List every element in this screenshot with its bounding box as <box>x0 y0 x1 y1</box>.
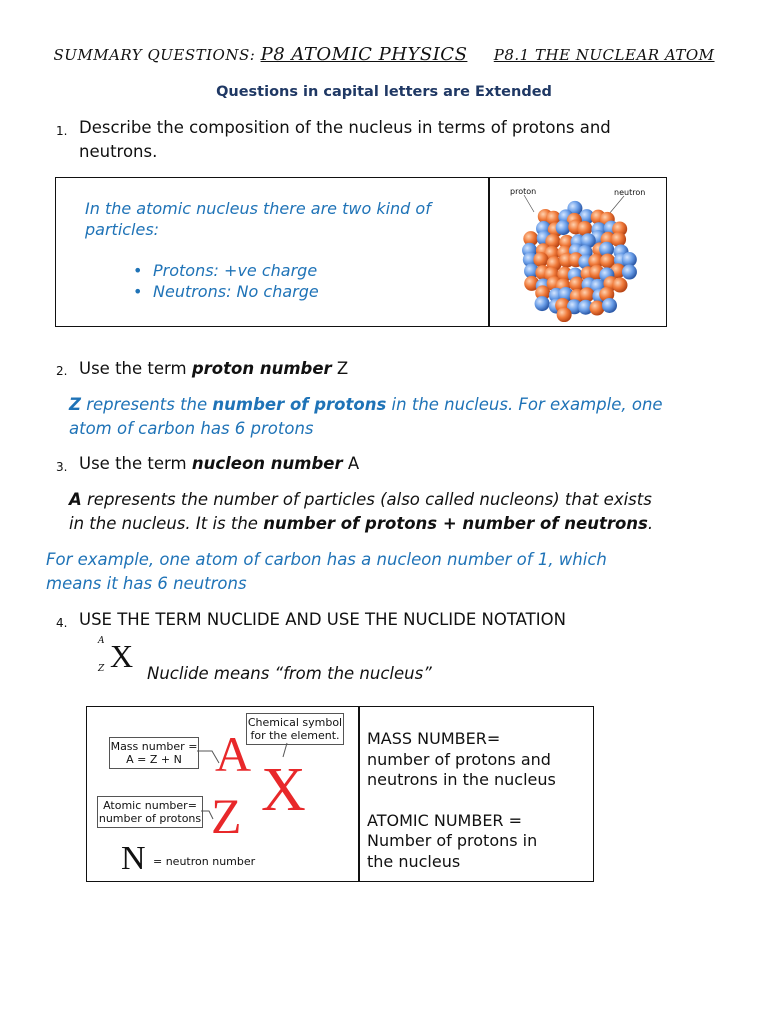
nucleon <box>612 278 627 293</box>
subtitle: Questions in capital letters are Extended <box>216 84 552 100</box>
q3-example-line1: For example, one atom of carbon has a nucleon number of 1, which <box>46 550 607 569</box>
notation-a: A <box>98 636 105 646</box>
q3-symbol: A <box>342 454 360 473</box>
q1-answer-line2: particles: <box>85 220 160 239</box>
nucleus-illustration <box>494 182 664 322</box>
mass-def-2: number of protons and <box>367 749 551 769</box>
q3-answer-a: A <box>69 490 82 509</box>
nucleus-figure <box>494 182 664 322</box>
q3-answer-end: . <box>647 514 654 533</box>
nucleon <box>590 301 605 316</box>
chem-symbol-line2: for the element. <box>250 729 340 742</box>
q2-symbol: Z <box>331 359 349 378</box>
q1-text <box>79 116 611 164</box>
q1-number: 1. <box>56 124 68 138</box>
q1-line2: neutrons. <box>79 142 158 161</box>
q2-prefix: Use the term <box>79 359 192 378</box>
q2-answer-z: Z <box>69 395 81 414</box>
bullet-neutrons: • Neutrons: No charge <box>131 281 431 302</box>
q4-number: 4. <box>56 616 68 630</box>
q1-line1: Describe the composition of the nucleus in terms of protons and <box>79 118 611 137</box>
q4-text: USE THE TERM NUCLIDE AND USE THE NUCLIDE NOTATION <box>79 610 566 629</box>
nucleon <box>602 298 617 313</box>
q2-answer <box>69 393 663 441</box>
label-neutron: neutron <box>614 188 646 197</box>
q3-example-line2: means it has 6 neutrons <box>46 574 247 593</box>
big-x: X <box>261 756 306 824</box>
q2-answer-part1: represents the <box>80 395 213 414</box>
big-n: N <box>121 840 146 877</box>
q3-example <box>46 548 607 596</box>
q1-answer <box>85 198 431 302</box>
q2-answer-line2: atom of carbon has 6 protons <box>69 419 314 438</box>
box-divider <box>488 178 490 326</box>
q3-answer-part2: in the nucleus. It is the <box>69 514 264 533</box>
page-title <box>0 44 768 65</box>
atomic-def-1: ATOMIC NUMBER = <box>367 810 523 830</box>
box2-divider <box>358 707 360 881</box>
q3-prefix: Use the term <box>79 454 192 473</box>
label-proton: proton <box>510 187 537 196</box>
q3-answer-part1: represents the number of particles (also called nucleons) that exists <box>81 490 652 509</box>
summary-label: SUMMARY QUESTIONS: <box>53 46 256 64</box>
notation-z: Z <box>98 664 105 674</box>
q3-answer-bold: number of protons + number of neutrons <box>263 514 648 533</box>
chem-symbol-line1: Chemical symbol <box>247 716 343 729</box>
q3-text <box>79 452 359 476</box>
atomic-number-line1: Atomic number= <box>103 799 197 812</box>
q3-term: nucleon number <box>191 454 343 473</box>
neutron-number-label: = neutron number <box>153 855 256 868</box>
q2-answer-part2: in the nucleus. For example, one <box>386 395 663 414</box>
q1-answer-line1: In the atomic nucleus there are two kind of <box>85 199 431 218</box>
q3-answer <box>69 488 653 536</box>
q1-bullets <box>131 260 431 302</box>
q4-nuclide-box <box>86 706 594 882</box>
q2-text <box>79 357 348 381</box>
q2-term: proton number <box>191 359 332 378</box>
q2-number: 2. <box>56 364 68 378</box>
atomic-number-line2: number of protons <box>98 812 202 825</box>
big-z: Z <box>211 788 242 844</box>
mass-number-line1: Mass number = <box>110 740 198 753</box>
q2-answer-bold: number of protons <box>212 395 387 414</box>
nucleon <box>622 265 637 280</box>
big-a: A <box>215 726 252 782</box>
unit-title: P8 ATOMIC PHYSICS <box>260 44 468 65</box>
nucleon <box>535 296 550 311</box>
nucleon <box>557 307 572 322</box>
bullet-protons: • Protons: +ve charge <box>131 260 431 281</box>
mass-def-1: MASS NUMBER= <box>367 729 501 748</box>
nucleon <box>611 232 626 247</box>
q3-number: 3. <box>56 460 68 474</box>
notation-x: X <box>110 638 134 674</box>
mass-number-line2: A = Z + N <box>126 753 182 766</box>
nuclide-meaning: Nuclide means “from the nucleus” <box>147 664 432 683</box>
topic-title: P8.1 THE NUCLEAR ATOM <box>493 46 715 64</box>
definitions <box>367 729 556 872</box>
atomic-def-3: the nucleus <box>367 851 461 871</box>
atomic-def-2: Number of protons in <box>367 831 538 850</box>
q1-answer-box <box>55 177 667 327</box>
mass-def-3: neutrons in the nucleus <box>367 770 556 789</box>
